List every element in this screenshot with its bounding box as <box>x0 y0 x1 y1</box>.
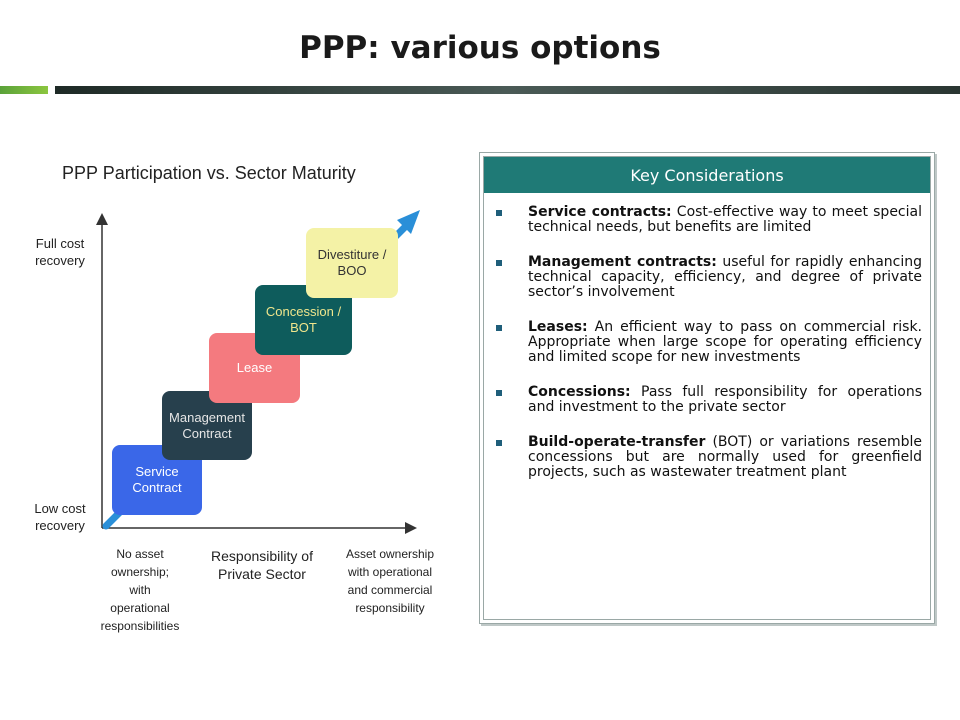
panel-frame <box>483 156 931 620</box>
square-bullet-icon <box>496 260 502 266</box>
box-concession-bot: Concession / BOT <box>255 285 352 355</box>
x-axis-right-label: Asset ownership with operational and commercial responsibility <box>345 547 435 615</box>
x-axis-center-label: Responsibility of Private Sector <box>211 548 313 582</box>
chart-title: PPP Participation vs. Sector Maturity <box>62 163 356 183</box>
square-bullet-icon <box>496 390 502 396</box>
x-axis-left-label: No asset ownership; with operational responsibilities <box>100 547 180 633</box>
slide-title: PPP: various options <box>299 30 661 66</box>
box-divestiture-boo: Divestiture / BOO <box>306 228 398 298</box>
y-axis-top-label: Full cost recovery <box>35 236 85 268</box>
square-bullet-icon <box>496 325 502 331</box>
y-axis-bottom-label: Low cost recovery <box>34 501 86 533</box>
square-bullet-icon <box>496 440 502 446</box>
key-considerations-panel <box>479 152 935 624</box>
box-service-contract: Service Contract <box>112 445 202 515</box>
square-bullet-icon <box>496 210 502 216</box>
box-lease: Lease <box>209 333 300 403</box>
list-item: Build-operate-transfer (BOT) or variations resemble concessions but are normally used for greenfield projects, such as wastewater treatment plant <box>494 435 922 480</box>
list-item: Concessions: Pass full responsibility for operations and investment to the private sector <box>494 385 922 415</box>
list-item: Management contracts: useful for rapidly enhancing technical capacity, efficiency, and degree of private sector’s involvement <box>494 255 922 300</box>
list-item: Leases: An efficient way to pass on commercial risk. Appropriate when large scope for operating efficiency and limited scope for new investments <box>494 320 922 365</box>
panel-heading: Key Considerations <box>484 157 930 193</box>
considerations-list <box>494 205 922 500</box>
list-item: Service contracts: Cost-effective way to meet special technical needs, but benefits are limited <box>494 205 922 235</box>
box-management-contract: Management Contract <box>162 391 252 460</box>
